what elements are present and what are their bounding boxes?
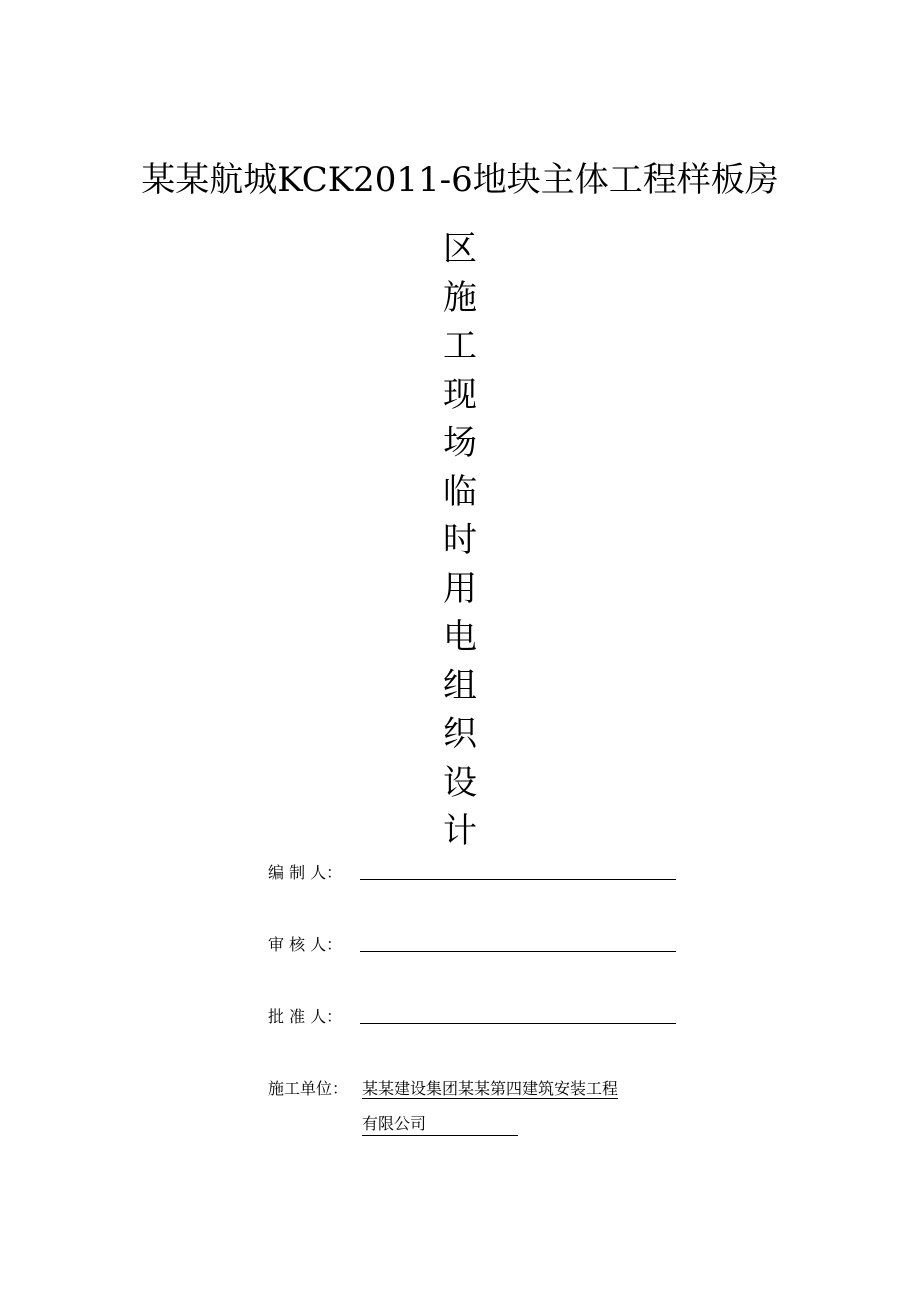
title-char: 组 (443, 665, 477, 706)
title-char: 时 (443, 520, 477, 560)
reviewed-by-signature-line (360, 951, 676, 952)
document-title-vertical (430, 225, 490, 856)
reviewed-by-row (268, 934, 360, 956)
document-title-line1: 某某航城KCK2011-6地块主体工程样板房 (141, 160, 779, 200)
title-char: 织 (443, 714, 477, 754)
construction-unit-value-line1: 某某建设集团某某第四建筑安装工程 (362, 1079, 619, 1098)
title-char: 临 (443, 471, 477, 512)
title-char: 区 (443, 229, 477, 269)
title-char: 工 (443, 326, 477, 366)
title-char: 场 (443, 423, 477, 463)
construction-unit-value-line2: 有限公司 (362, 1113, 518, 1136)
prepared-by-signature-line (360, 879, 676, 880)
title-char: 用 (443, 568, 477, 609)
prepared-by-label: 编 制 人： (268, 863, 343, 882)
approved-by-row (268, 1006, 360, 1028)
title-char: 设 (443, 762, 477, 803)
title-char: 电 (443, 617, 477, 657)
prepared-by-row (268, 862, 360, 884)
title-char: 施 (443, 277, 477, 318)
title-char: 计 (443, 811, 477, 851)
construction-unit-label: 施工单位： (268, 1079, 349, 1098)
approved-by-signature-line (360, 1023, 676, 1024)
title-char: 现 (443, 374, 477, 415)
approved-by-label: 批 准 人： (268, 1007, 343, 1026)
reviewed-by-label: 审 核 人： (268, 935, 343, 954)
